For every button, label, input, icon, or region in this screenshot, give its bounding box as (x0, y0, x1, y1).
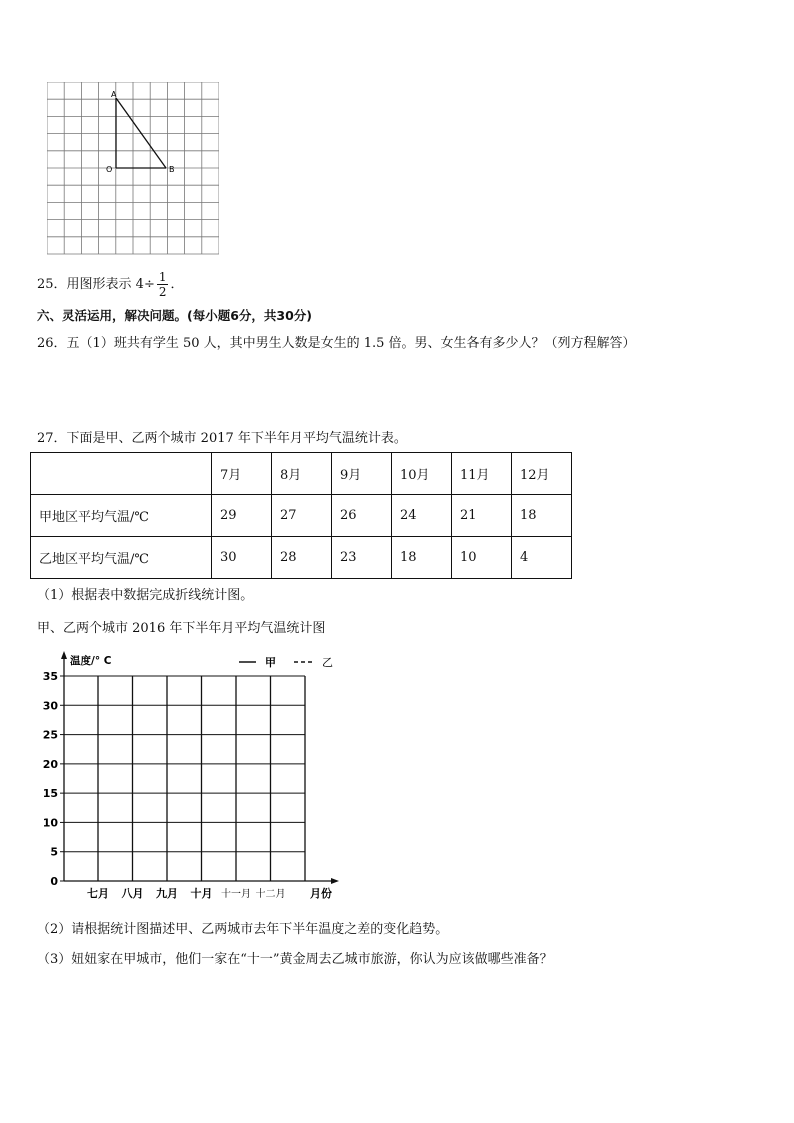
legend-label-yi: 乙 (322, 656, 333, 669)
question-25 (37, 270, 184, 299)
table-header-cell: 11月 (452, 453, 512, 495)
segment-ab (116, 98, 166, 168)
legend (239, 656, 333, 669)
x-tick-label: 十一月 (221, 889, 251, 900)
table-header-cell: 10月 (392, 453, 452, 495)
y-tick-label: 35 (42, 670, 58, 683)
question-25-suffix: ． (170, 277, 184, 292)
table-cell: 10 (452, 537, 512, 579)
fraction-numerator: 1 (158, 270, 167, 284)
y-tick-label: 10 (42, 816, 58, 830)
table-cell: 28 (272, 537, 332, 579)
table-cell: 18 (392, 537, 452, 579)
y-tick-label: 0 (50, 875, 58, 888)
question-25-text: 25．用图形表示 4÷ (37, 277, 155, 292)
y-tick-label: 15 (42, 787, 58, 801)
x-axis-arrow (331, 878, 339, 884)
question-27-part-3: （3）妞妞家在甲城市，他们一家在“十一”黄金周去乙城市旅游，你认为应该做哪些准备？ (37, 952, 553, 967)
table-cell: 24 (392, 495, 452, 537)
table-cell: 18 (512, 495, 572, 537)
x-axis-label: 月份 (310, 887, 332, 900)
table-cell: 26 (332, 495, 392, 537)
fraction-denominator: 2 (158, 285, 167, 299)
grid-figure (47, 82, 219, 256)
y-tick-label: 5 (50, 845, 58, 859)
table-cell: 27 (272, 495, 332, 537)
x-tick-label: 九月 (156, 887, 178, 900)
table-header-cell: 7月 (212, 453, 272, 495)
temperature-line-chart (40, 648, 350, 904)
table-header-cell: 9月 (332, 453, 392, 495)
x-tick-label: 十月 (190, 887, 213, 900)
table-header-row (31, 453, 572, 495)
table-header-cell: 8月 (272, 453, 332, 495)
y-tick-label: 25 (42, 728, 58, 742)
section-6-heading: 六、灵活运用，解决问题。(每小题6分，共30分) (37, 308, 313, 323)
x-tick-label: 八月 (121, 887, 144, 900)
table-cell: 21 (452, 495, 512, 537)
y-axis-arrow (61, 651, 67, 659)
table-cell: 29 (212, 495, 272, 537)
table-header-cell (31, 453, 212, 495)
table-row-label: 乙地区平均气温/℃ (31, 537, 212, 579)
table-cell: 4 (512, 537, 572, 579)
x-tick-label: 十二月 (255, 889, 286, 900)
fraction-one-half (157, 270, 169, 299)
legend-label-jia: 甲 (265, 656, 276, 669)
table-row-label: 甲地区平均气温/℃ (31, 495, 212, 537)
chart-title: 甲、乙两个城市 2016 年下半年月平均气温统计图 (37, 621, 326, 636)
table-row (31, 537, 572, 579)
x-tick-label: 七月 (87, 887, 109, 900)
question-27-part-2: （2）请根据统计图描述甲、乙两城市去年下半年温度之差的变化趋势。 (37, 922, 449, 937)
question-27-part-1: （1）根据表中数据完成折线统计图。 (37, 588, 254, 603)
question-26: 26．五（1）班共有学生 50 人，其中男生人数是女生的 1.5 倍。男、女生各有多少人？（列方程解答） (37, 336, 636, 351)
temperature-table (30, 452, 572, 579)
question-27-intro: 27．下面是甲、乙两个城市 2017 年下半年月平均气温统计表。 (37, 431, 407, 446)
point-b-label: B (169, 165, 175, 174)
table-cell: 23 (332, 537, 392, 579)
y-axis-label: 温度/° C (70, 655, 112, 667)
table-cell: 30 (212, 537, 272, 579)
table-header-cell: 12月 (512, 453, 572, 495)
table-row (31, 495, 572, 537)
point-a-label: A (111, 90, 117, 99)
y-tick-label: 20 (42, 757, 58, 771)
point-o-label: O (106, 165, 113, 174)
y-tick-label: 30 (42, 699, 58, 713)
